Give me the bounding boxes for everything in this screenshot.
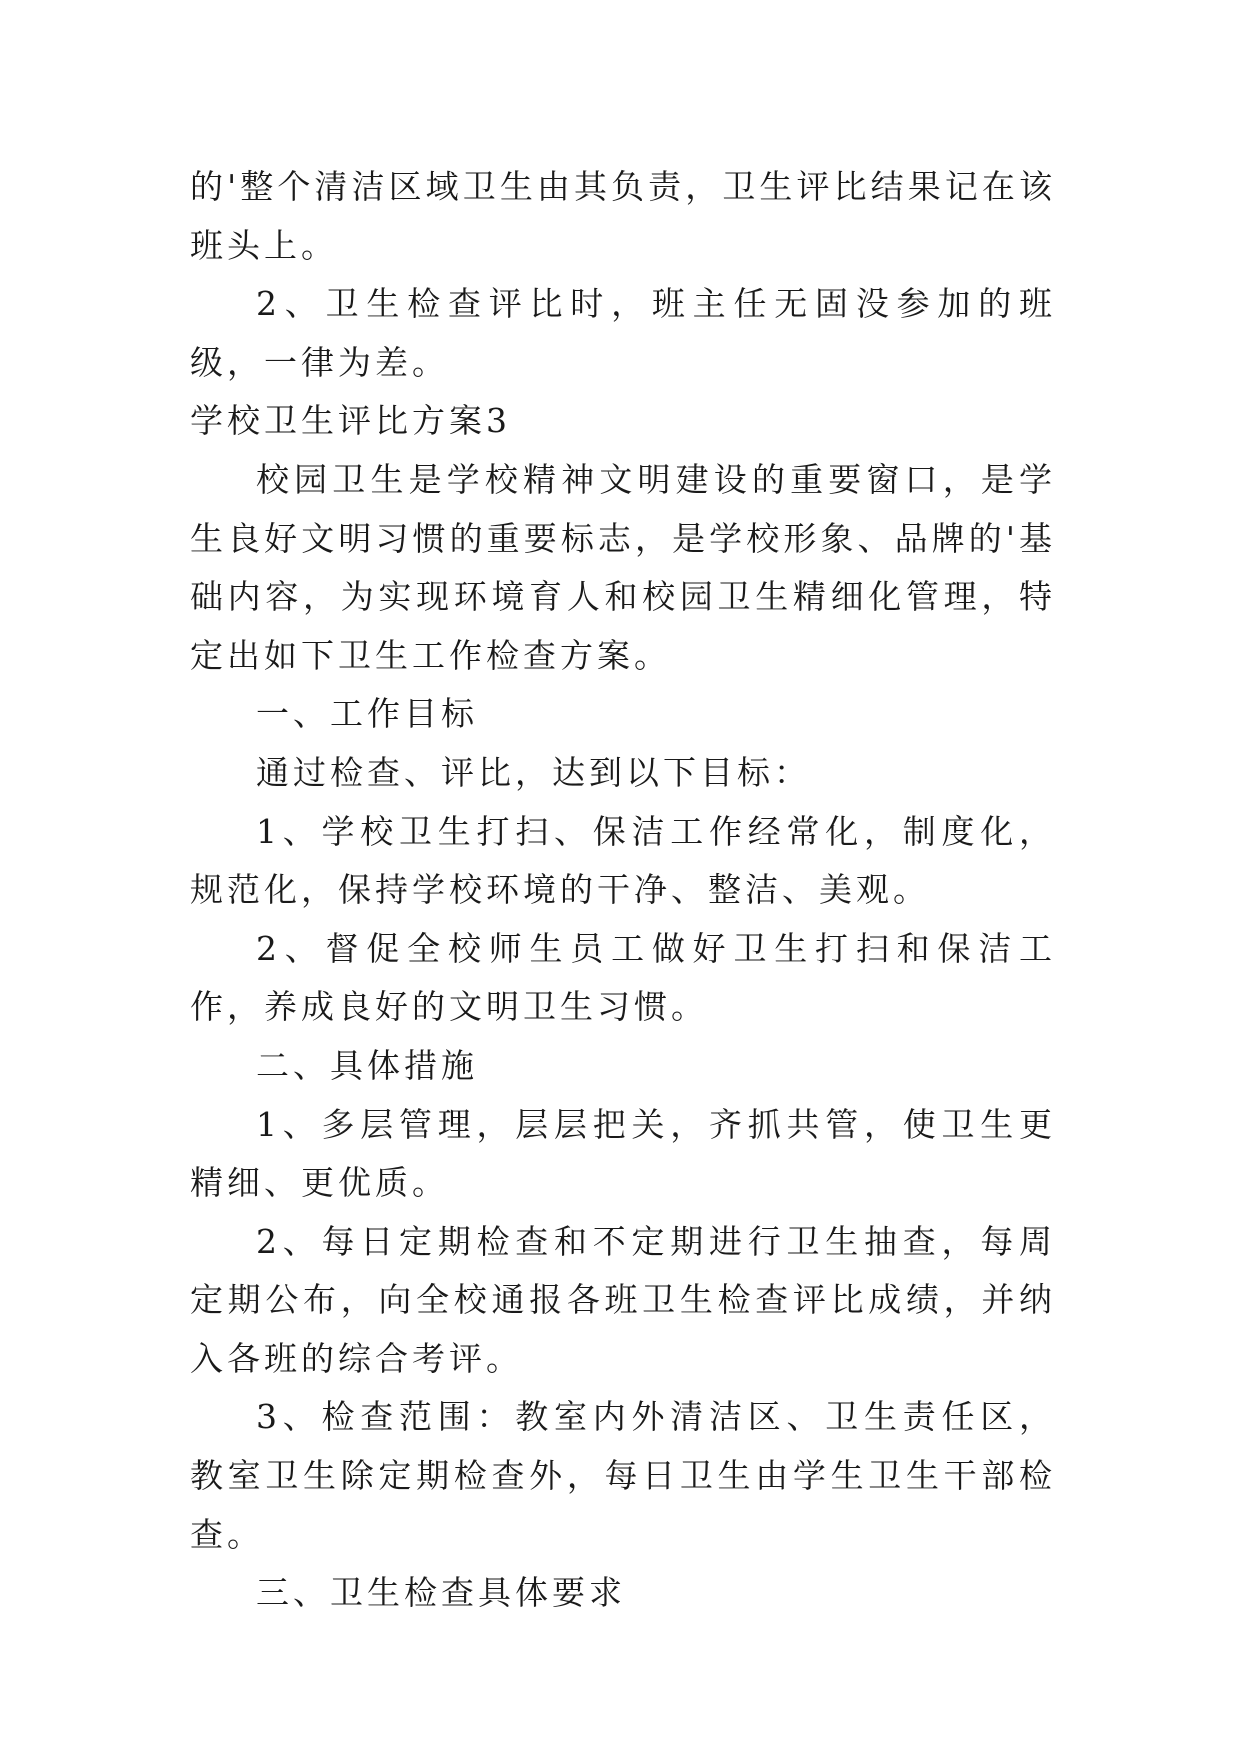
paragraph-intro: 校园卫生是学校精神文明建设的重要窗口，是学生良好文明习惯的重要标志，是学校形象、品牌的'基础内容，为实现环境育人和校园卫生精细化管理，特定出如下卫生工作检查方案。: [190, 459, 1056, 675]
heading-work-goals: 一、工作目标: [256, 694, 478, 734]
paragraph-rule-2: 2、卫生检查评比时，班主任无固没参加的班级，一律为差。: [190, 284, 1056, 382]
paragraph-goals-intro: 通过检查、评比，达到以下目标：: [256, 752, 811, 792]
paragraph-continuation: 的'整个清洁区域卫生由其负责，卫生评比结果记在该班头上。: [190, 167, 1056, 265]
document-body: [190, 158, 1056, 1623]
paragraph-goal-2: 2、督促全校师生员工做好卫生打扫和保洁工作，养成良好的文明卫生习惯。: [190, 928, 1056, 1027]
section-title: 学校卫生评比方案3: [190, 401, 511, 441]
heading-requirements: 三、卫生检查具体要求: [256, 1573, 626, 1613]
paragraph-measure-2: 2、每日定期检查和不定期进行卫生抽查，每周定期公布，向全校通报各班卫生检查评比成绩，并纳入各班的综合考评。: [190, 1221, 1056, 1378]
paragraph-goal-1: 1、学校卫生打扫、保洁工作经常化，制度化，规范化，保持学校环境的干净、整洁、美观。: [190, 811, 1056, 910]
heading-measures: 二、具体措施: [256, 1045, 478, 1085]
paragraph-measure-1: 1、多层管理，层层把关，齐抓共管，使卫生更精细、更优质。: [190, 1104, 1056, 1203]
paragraph-measure-3: 3、检查范围：教室内外清洁区、卫生责任区，教室卫生除定期检查外，每日卫生由学生卫生干部检查。: [190, 1397, 1056, 1554]
